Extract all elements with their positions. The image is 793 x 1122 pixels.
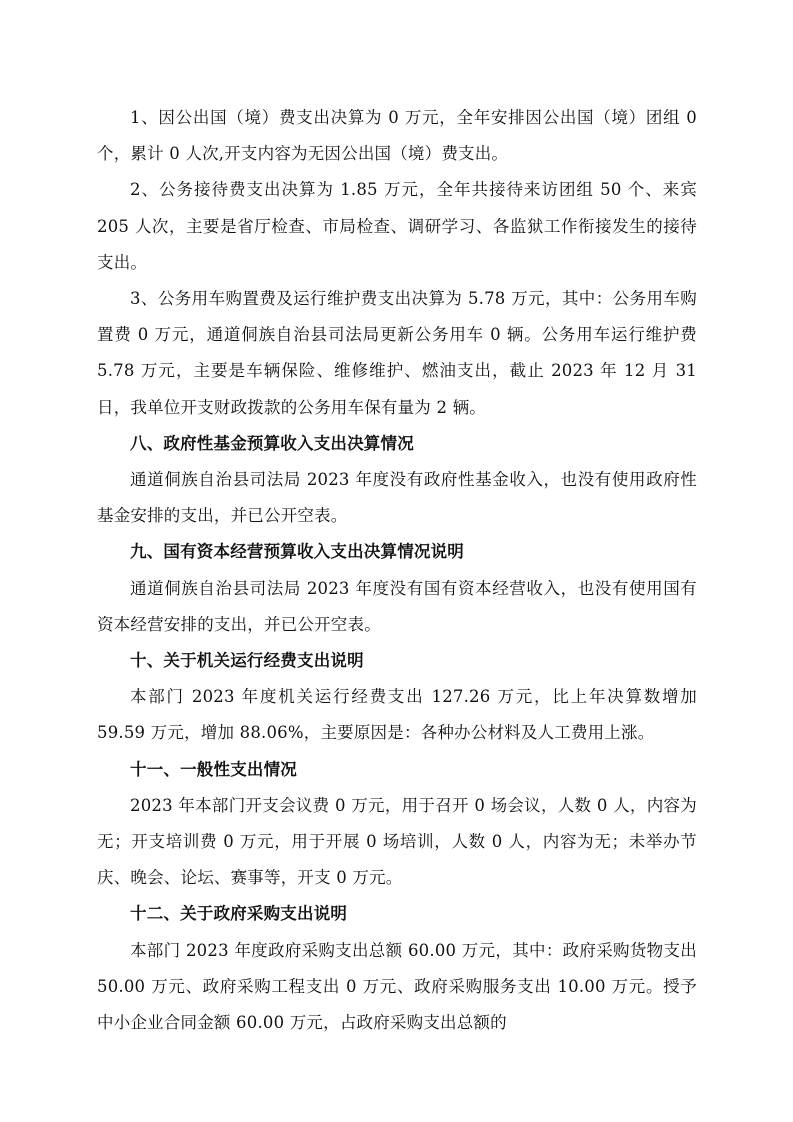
heading-general-expenditure: 十一、一般性支出情况 xyxy=(130,759,297,779)
paragraph-vehicles: 3、公务用车购置费及运行维护费支出决算为 5.78 万元，其中：公务用车购置费 0 万元，通道侗族自治县司法局更新公务用车 0 辆。公务用车运行维护费 5.78 万元，主要是车辆保险、维修维护、燃油支出，截止 2023 年 12 月 31 日，我单位开支财政拨款的公务用车保有量为 2 辆。 xyxy=(97,289,697,417)
paragraph-procurement: 本部门 2023 年度政府采购支出总额 60.00 万元，其中：政府采购货物支出 50.00 万元、政府采购工程支出 0 万元、政府采购服务支出 10.00 万元。授予中小企业合同金额 60.00 万元，占政府采购支出总额的 xyxy=(97,940,697,1033)
paragraph-reception: 2、公务接待费支出决算为 1.85 万元，全年共接待来访团组 50 个、来宾 205 人次，主要是省厅检查、市局检查、调研学习、各监狱工作衔接发生的接待支出。 xyxy=(97,180,697,272)
paragraph-operating-expenses: 本部门 2023 年度机关运行经费支出 127.26 万元，比上年决算数增加 59.59 万元，增加 88.06%，主要原因是：各种办公材料及人工费用上涨。 xyxy=(97,687,697,743)
heading-government-fund: 八、政府性基金预算收入支出决算情况 xyxy=(130,433,414,453)
heading-operating-expenses: 十、关于机关运行经费支出说明 xyxy=(130,651,364,671)
paragraph-outbound-travel: 1、因公出国（境）费支出决算为 0 万元，全年安排因公出国（境）团组 0 个，累计 0 人次,开支内容为无因公出国（境）费支出。 xyxy=(97,108,697,164)
document-body xyxy=(97,100,697,1041)
paragraph-state-capital: 通道侗族自治县司法局 2023 年度没有国有资本经营收入，也没有使用国有资本经营安排的支出，并已公开空表。 xyxy=(97,578,697,634)
paragraph-government-fund: 通道侗族自治县司法局 2023 年度没有政府性基金收入，也没有使用政府性基金安排的支出，并已公开空表。 xyxy=(97,470,697,526)
heading-procurement: 十二、关于政府采购支出说明 xyxy=(130,904,348,924)
heading-state-capital: 九、国有资本经营预算收入支出决算情况说明 xyxy=(130,542,464,562)
paragraph-general-expenditure: 2023 年本部门开支会议费 0 万元，用于召开 0 场会议，人数 0 人，内容为无；开支培训费 0 万元，用于开展 0 场培训，人数 0 人，内容为无；未举办节庆、晚会、论坛、赛事等，开支 0 万元。 xyxy=(97,795,697,888)
